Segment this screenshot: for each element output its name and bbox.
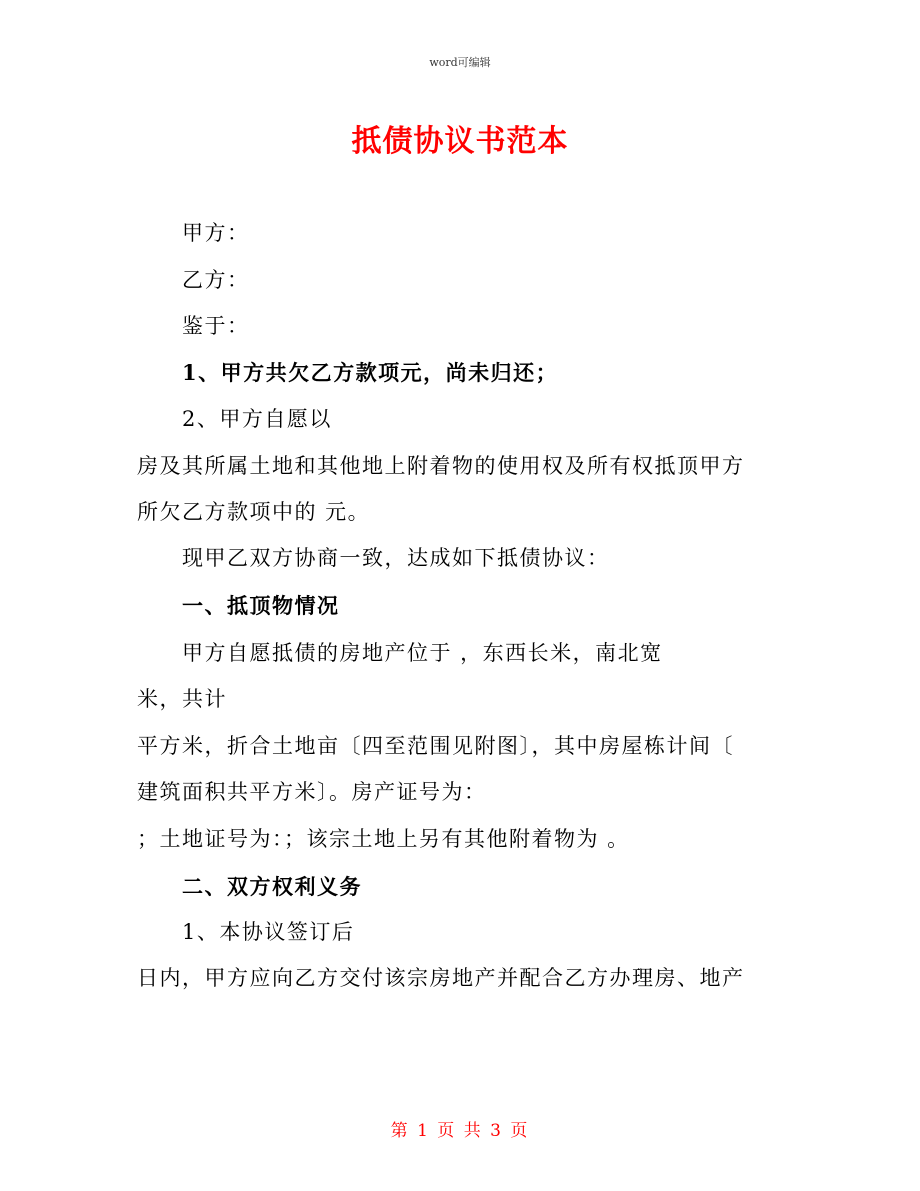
paragraph-line: 甲方自愿抵债的房地产位于 ，东西长米，南北宽	[182, 641, 663, 665]
paragraph-line: ；土地证号为：；该宗土地上另有其他附着物为 。	[137, 827, 630, 851]
paragraph-line: 建筑面积共平方米〕。房产证号为：	[137, 780, 487, 804]
clause-2-line: 2、甲方自愿以	[182, 407, 332, 431]
paragraph-line: 所欠乙方款项中的 元。	[137, 500, 371, 524]
paragraph-line: 1、本协议签订后	[182, 920, 355, 944]
paragraph-line: 现甲乙双方协商一致，达成如下抵债协议：	[182, 546, 610, 570]
header-note: word可编辑	[429, 56, 491, 69]
document-title: 抵债协议书范本	[351, 124, 569, 159]
clause-1-line: 1、甲方共欠乙方款项元，尚未归还；	[182, 360, 559, 385]
paragraph-line: 房及其所属土地和其他地上附着物的使用权及所有权抵顶甲方	[137, 454, 745, 478]
paragraph-line: 平方米，折合土地亩〔四至范围见附图〕，其中房屋栋计间〔	[137, 734, 734, 758]
whereas-line: 鉴于：	[182, 314, 250, 338]
paragraph-line: 日内，甲方应向乙方交付该宗房地产并配合乙方办理房、地产	[137, 966, 745, 990]
section-heading-2: 二、双方权利义务	[182, 874, 362, 899]
page-footer: 第 1 页 共 3 页	[390, 1121, 530, 1141]
party-a-line: 甲方：	[182, 221, 250, 245]
party-b-line: 乙方：	[182, 268, 250, 292]
paragraph-line: 米，共计	[137, 687, 227, 711]
section-heading-1: 一、抵顶物情况	[182, 593, 340, 618]
